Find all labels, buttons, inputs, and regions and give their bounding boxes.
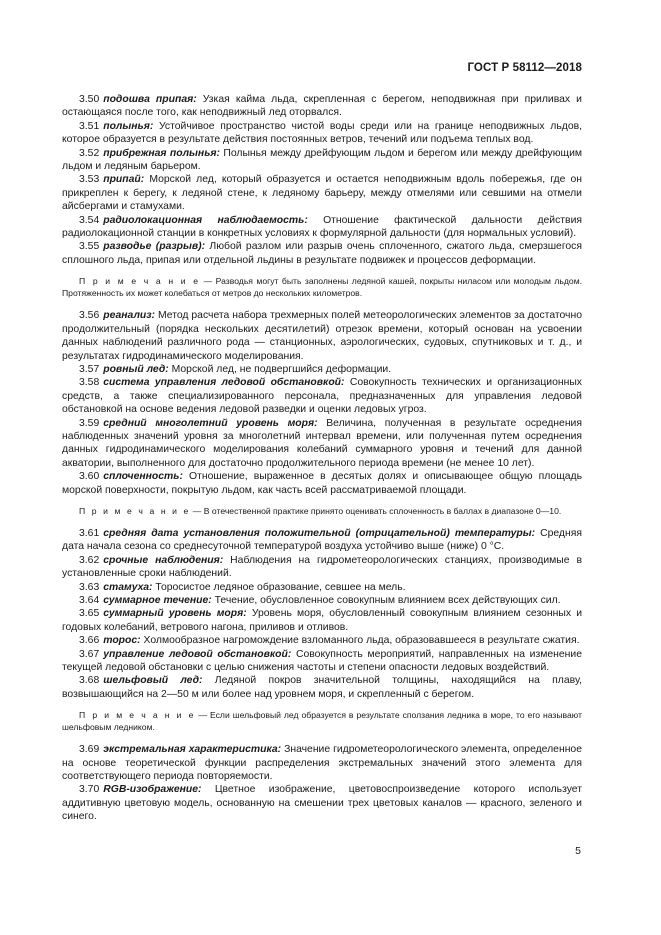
term-entry	[62, 594, 582, 607]
term-title: припай:	[103, 174, 145, 186]
term-number: 3.51	[79, 120, 100, 132]
term-title: срочные наблюдения:	[103, 554, 224, 566]
term-title: экстремальная характеристика:	[103, 744, 282, 756]
term-definition: Величина, полученная в результате осреднения наблюденных значений уровня за многолетний интервал времени, или полученная путем осреднения данных гидродинамического моделирования колебаний суммарного уровня и течений для данной акватории, выполненного для достаточно продолжительного периода времени (не менее 10 лет).	[62, 417, 582, 469]
term-title: прибрежная полынья:	[103, 147, 220, 159]
term-title: торос:	[103, 635, 141, 647]
term-title: шельфовый лед:	[103, 675, 203, 687]
term-title: средний многолетний уровень моря:	[103, 417, 318, 429]
note-text: — Разводья могут быть заполнены ледяной кашей, покрыты ниласом или молодым льдом. Протяженность их может колебаться от метров до нескольких километров.	[62, 276, 582, 299]
term-entry	[62, 309, 582, 363]
term-number: 3.58	[79, 377, 100, 389]
note-label: П р и м е ч а н и е	[79, 276, 201, 287]
term-definition: Средняя дата начала сезона со среднесуточной температурой воздуха устойчиво выше (ниже) 0 °С.	[62, 527, 582, 553]
term-number: 3.54	[79, 214, 100, 226]
term-entry	[62, 147, 582, 174]
term-title: управление ледовой обстановкой:	[103, 648, 292, 660]
term-title: ровный лед:	[103, 363, 169, 375]
term-title: разводье (разрыв):	[103, 241, 206, 253]
note-text: — Если шельфовый лед образуется в результате сползания ледника в море, то его называют шельфовым ледником.	[62, 710, 582, 733]
term-title: RGB-изображение:	[103, 784, 202, 796]
term-definition: Значение гидрометеорологического элемента, определенное на основе теоретической функции распределения экстремальных значений этого элемента для соответствующего периода повторяемости.	[62, 744, 582, 783]
term-number: 3.67	[79, 648, 100, 660]
term-entry	[62, 120, 582, 147]
term-definition: Любой разлом или разрыв очень сплоченного, сжатого льда, смерзшегося сплошного льда, припая или отдельной льдины в результате подвижек и процессов деформации.	[62, 241, 582, 266]
term-title: подошва припая:	[103, 94, 197, 105]
term-title: стамуха:	[103, 581, 153, 593]
term-definition: Отношение, выраженное в десятых долях и описывающее общую площадь морской поверхности, покрытую льдом, как часть всей рассматриваемой площади.	[62, 471, 583, 496]
term-number: 3.66	[79, 635, 100, 647]
standard-number-header: ГОСТ Р 58112—2018	[467, 62, 582, 74]
term-number: 3.59	[79, 417, 100, 429]
term-number: 3.65	[79, 608, 100, 620]
note-paragraph	[62, 709, 582, 733]
note-paragraph	[62, 275, 582, 299]
term-entry	[62, 417, 582, 471]
term-number: 3.64	[79, 595, 100, 606]
term-definition: Цветное изображение, цветовоспроизведение которого использует аддитивную цветовую модель, основанную на смешении трех цветовых каналов — красного, зеленого и синего.	[62, 784, 583, 823]
term-definition: Узкая кайма льда, скрепленная с берегом, неподвижная при приливах и остающаяся после того, как неподвижный лед оторвался.	[62, 94, 582, 119]
note-label: П р и м е ч а н и е	[79, 710, 196, 721]
term-entry	[62, 554, 582, 581]
term-number: 3.57	[79, 363, 100, 375]
term-number: 3.68	[79, 675, 100, 687]
note-text: — В отечественной практике принято оценивать сплоченность в баллах в диапазоне 0—10.	[190, 505, 562, 516]
term-entry	[62, 376, 582, 416]
term-entry	[62, 581, 582, 594]
term-entry	[62, 743, 582, 783]
term-definition: Отношение фактической дальности действия радиолокационной станции в конкретных условиях к формулярной дальности (для нормальных условий).	[62, 214, 583, 240]
term-entry	[62, 527, 582, 554]
term-definition: Уровень моря, обусловленный совокупным влиянием сезонных и годовых колебаний, ветрового нагона, приливов и отливов.	[62, 608, 582, 633]
term-number: 3.70	[79, 784, 100, 796]
term-title: суммарный уровень моря:	[103, 608, 247, 620]
term-definition: Торосистое ледяное образование, севшее на мель.	[155, 581, 406, 593]
term-number: 3.69	[79, 744, 100, 756]
term-definition: Морской лед, не подвергшийся деформации.	[171, 363, 392, 375]
term-definition: Наблюдения на гидрометеорологических станциях, производимые в установленные сроки наблюдений.	[62, 554, 582, 580]
term-title: суммарное течение:	[103, 595, 212, 606]
term-number: 3.56	[79, 310, 100, 322]
term-entry	[62, 363, 582, 376]
term-title: радиолокационная наблюдаемость:	[103, 214, 308, 226]
term-definition: Совокупность технических и организационных средств, а также специализированного персонала, предназначенных для управления ледовой обстановкой на основе ведения ледовой разведки и оценки ледовых угроз.	[62, 377, 582, 416]
term-title: сплоченность:	[103, 471, 183, 483]
term-number: 3.52	[79, 147, 100, 159]
term-title: средняя дата установления положительной (отрицательной) температуры:	[103, 527, 536, 539]
term-entry	[62, 214, 582, 241]
term-number: 3.50	[79, 94, 100, 105]
term-title: система управления ледовой обстановкой:	[103, 377, 345, 389]
term-definition: Ледяной покров значительной толщины, находящийся на плаву, возвышающийся на 2—50 м или более над уровнем моря, и скрепленный с берегом.	[62, 675, 582, 700]
term-number: 3.60	[79, 471, 100, 483]
term-entry	[62, 783, 582, 823]
term-number: 3.55	[79, 241, 100, 253]
term-entry	[62, 470, 582, 497]
term-number: 3.63	[79, 581, 100, 593]
term-definition: Метод расчета набора трехмерных полей метеорологических элементов за достаточно продолжительный (порядка нескольких десятилетий) отрезок времени, который основан на усвоении данных наблюдений различного рода — станционных, аэрологических, судовых, спутниковых и т. д., и результатах гидродинамического моделирования.	[62, 310, 582, 362]
term-entry	[62, 648, 582, 675]
term-title: полынья:	[103, 120, 154, 132]
term-number: 3.61	[79, 527, 100, 539]
term-entry	[62, 634, 582, 647]
term-title: реанализ:	[103, 310, 156, 322]
term-entry	[62, 607, 582, 634]
term-definition: Холмообразное нагромождение взломанного льда, образовавшееся в результате сжатия.	[143, 635, 580, 647]
term-entry	[62, 173, 582, 213]
term-number: 3.62	[79, 554, 100, 566]
term-entry	[62, 93, 582, 120]
page-number: 5	[575, 845, 581, 857]
term-definition: Устойчивое пространство чистой воды среди или на границе неподвижных льдов, которое образуется в результате действия постоянных ветров, течений или подъема теплых вод.	[62, 120, 583, 146]
term-definition: Совокупность мероприятий, направленных на изменение текущей ледовой обстановки с целью снижения частоты и степени опасности ледовых воздействий.	[62, 648, 582, 674]
term-entry	[62, 240, 582, 267]
term-entry	[62, 674, 582, 701]
term-definition: Морской лед, который образуется и остается неподвижным вдоль побережья, где он прикреплен к берегу, к ледяной стене, к ледяному барьеру, между отмелями или севшими на отмели айсбергами и стамухами.	[62, 174, 583, 213]
term-definition: Полынья между дрейфующим льдом и берегом или между дрейфующим льдом и ледяным барьером.	[62, 147, 583, 173]
term-number: 3.53	[79, 174, 100, 186]
note-label: П р и м е ч а н и е	[79, 505, 191, 516]
terms-content	[62, 93, 582, 824]
term-definition: Течение, обусловленное совокупным влиянием всех действующих сил.	[214, 595, 561, 606]
note-paragraph	[62, 505, 582, 517]
